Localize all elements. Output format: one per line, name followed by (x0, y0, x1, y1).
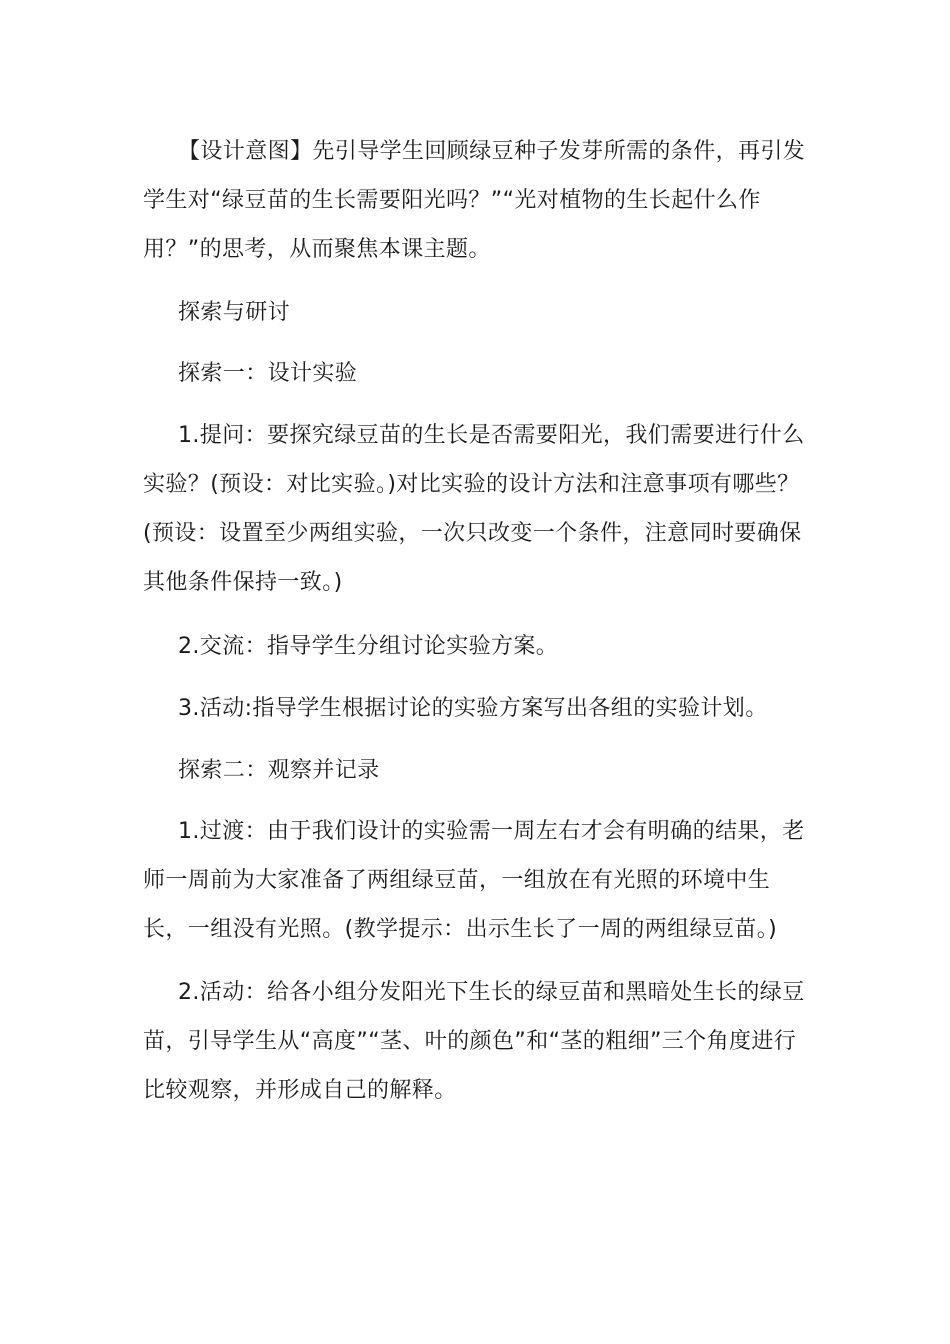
explore-one-item-2: 2.交流：指导学生分组讨论实验方案。 (178, 634, 559, 659)
explore-one-item-1: 1.提问：要探究绿豆苗的生长是否需要阳光，我们需要进行什么实验？(预设：对比实验。)对比实验的设计方法和注意事项有哪些？(预设：设置至少两组实验，一次只改变一个条件，注意同时要确保其他条件保持一致。) (143, 423, 805, 595)
explore-two-item-2: 2.活动：给各小组分发阳光下生长的绿豆苗和黑暗处生长的绿豆苗，引导学生从“高度”“茎、叶的颜色”和“茎的粗细”三个角度进行比较观察，并形成自己的解释。 (143, 980, 805, 1103)
explore-discuss-heading: 探索与研讨 (178, 300, 291, 325)
explore-two-item-1: 1.过渡：由于我们设计的实验需一周左右才会有明确的结果，老师一周前为大家准备了两组绿豆苗，一组放在有光照的环境中生长，一组没有光照。(教学提示：出示生长了一周的两组绿豆苗。) (143, 819, 805, 942)
explore-one-item-3: 3.活动:指导学生根据讨论的实验方案写出各组的实验计划。 (178, 696, 768, 721)
explore-one-heading: 探索一：设计实验 (178, 361, 358, 386)
design-intent-paragraph: 【设计意图】先引导学生回顾绿豆种子发芽所需的条件，再引发学生对“绿豆苗的生长需要阳光吗？”“光对植物的生长起什么作用？”的思考，从而聚焦本课主题。 (143, 139, 806, 262)
explore-two-heading: 探索二：观察并记录 (178, 758, 380, 783)
